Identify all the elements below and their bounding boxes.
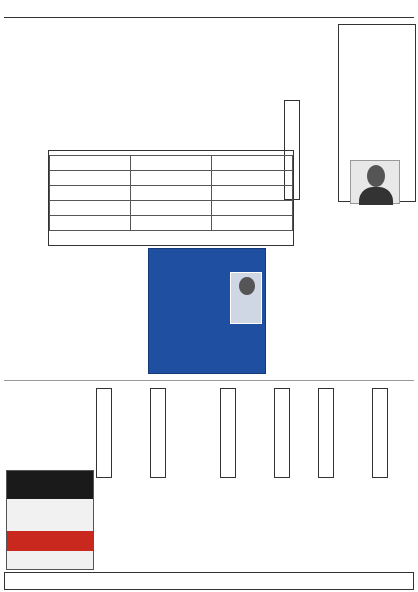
question-box-4 bbox=[220, 388, 236, 478]
question-box-2 bbox=[318, 388, 334, 478]
footer-banner bbox=[4, 572, 414, 590]
article-body-middle bbox=[160, 24, 280, 148]
table-note bbox=[6, 150, 46, 246]
table-row bbox=[50, 216, 293, 231]
author-portrait bbox=[350, 160, 400, 204]
page-header bbox=[4, 4, 414, 18]
keyword-column bbox=[114, 250, 144, 400]
ad-name-1 bbox=[156, 258, 188, 358]
section-divider bbox=[4, 380, 414, 381]
book-advertisement bbox=[6, 470, 94, 570]
ad-photo bbox=[230, 272, 262, 324]
ad-name-2 bbox=[194, 276, 226, 366]
table-row bbox=[50, 156, 293, 171]
eyesight-table bbox=[48, 150, 294, 246]
table-caption bbox=[49, 151, 293, 155]
table-row bbox=[50, 201, 293, 216]
article-body-right bbox=[300, 24, 334, 148]
question-box-3 bbox=[274, 388, 290, 478]
article-body-left bbox=[6, 24, 156, 148]
question-box-1 bbox=[372, 388, 388, 478]
series-label bbox=[392, 32, 408, 92]
table-row bbox=[50, 171, 293, 186]
table-row bbox=[50, 186, 293, 201]
question-box-6 bbox=[96, 388, 112, 478]
question-box-5 bbox=[150, 388, 166, 478]
